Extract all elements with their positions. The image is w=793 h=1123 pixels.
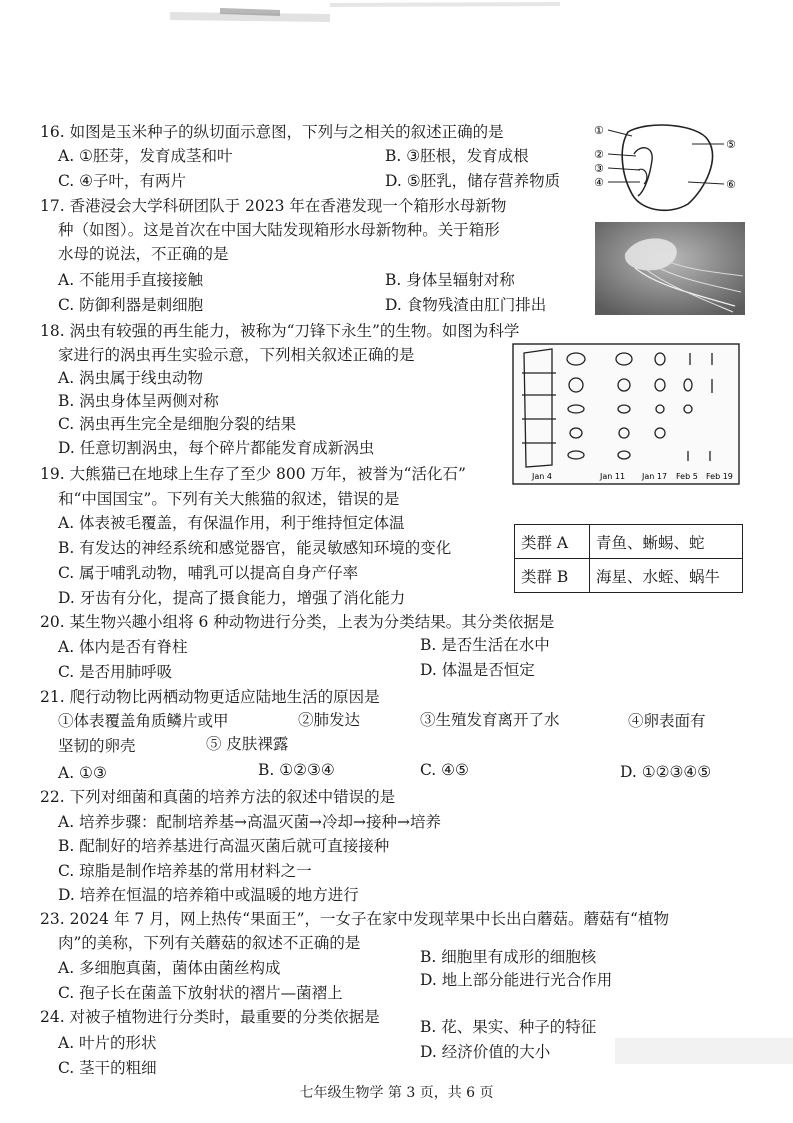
q18-stem-line1: 18. 涡虫有较强的再生能力，被称为“刀锋下永生”的生物。如图为科学 — [40, 322, 520, 340]
q17-stem-line2: 种（如图）。这是首次在中国大陆发现箱形水母新物种。关于箱形 — [58, 221, 500, 239]
scan-artifact — [615, 1038, 793, 1064]
table-cell-members: 海星、水蛭、蜗牛 — [590, 559, 743, 593]
q23-option-d: D. 地上部分能进行光合作用 — [420, 971, 613, 989]
q24-option-a: A. 叶片的形状 — [58, 1034, 157, 1052]
q22-option-c: C. 琼脂是制作培养基的常用材料之一 — [58, 862, 312, 880]
q19-option-b: B. 有发达的神经系统和感觉器官，能灵敏感知环境的变化 — [58, 539, 452, 557]
q18-option-a: A. 涡虫属于线虫动物 — [58, 369, 204, 387]
q23-stem-line2: 肉”的美称，下列有关蘑菇的叙述不正确的是 — [58, 934, 361, 952]
fig16-label-4: ④ — [594, 176, 604, 189]
q24-option-b: B. 花、果实、种子的特征 — [420, 1018, 597, 1036]
q24-stem: 24. 对被子植物进行分类时，最重要的分类依据是 — [40, 1008, 380, 1026]
q17-option-a: A. 不能用手直接接触 — [58, 271, 204, 289]
q19-stem-line2: 和“中国国宝”。下列有关大熊猫的叙述，错误的是 — [58, 490, 400, 508]
table-row — [515, 525, 743, 559]
q22-option-d: D. 培养在恒温的培养箱中或温暖的地方进行 — [58, 886, 359, 904]
q19-option-c: C. 属于哺乳动物，哺乳可以提高自身产仔率 — [58, 564, 359, 582]
table-cell-group: 类群 A — [515, 525, 590, 559]
q21-statement-4-cont: 坚韧的卵壳 — [58, 737, 136, 755]
corn-seed-figure — [588, 118, 748, 214]
q24-option-d: D. 经济价值的大小 — [420, 1043, 551, 1061]
fig18-date-1: Jan 4 — [532, 472, 552, 481]
q21-statement-4: ④卵表面有 — [628, 712, 706, 730]
fig18-date-4: Feb 5 — [676, 472, 698, 481]
q21-statement-1: ①体表覆盖角质鳞片或甲 — [58, 712, 229, 730]
q18-option-d: D. 任意切割涡虫，每个碎片都能发育成新涡虫 — [58, 439, 375, 457]
q19-option-a: A. 体表被毛覆盖，有保温作用，利于维持恒定体温 — [58, 514, 405, 532]
q23-option-b: B. 细胞里有成形的细胞核 — [420, 948, 597, 966]
q18-option-b: B. 涡虫身体呈两侧对称 — [58, 392, 219, 410]
q17-option-d: D. 食物残渣由肛门排出 — [385, 296, 547, 314]
q20-option-d: D. 体温是否恒定 — [420, 661, 535, 679]
q22-option-a: A. 培养步骤：配制培养基→高温灭菌→冷却→接种→培养 — [58, 813, 441, 831]
q21-option-c: C. ④⑤ — [420, 761, 469, 779]
q21-option-d: D. ①②③④⑤ — [620, 763, 712, 781]
q19-option-d: D. 牙齿有分化，提高了摄食能力，增强了消化能力 — [58, 589, 406, 607]
q23-stem-line1: 23. 2024 年 7 月，网上热传“果面王”，一女子在家中发现苹果中长出白蘑菇。蘑菇有“植物 — [40, 910, 669, 928]
fig18-date-3: Jan 17 — [642, 472, 668, 481]
fig18-date-2: Jan 11 — [600, 472, 626, 481]
fig16-label-1: ① — [594, 124, 604, 137]
q16-option-b: B. ③胚根，发育成根 — [385, 147, 529, 165]
q20-option-c: C. 是否用肺呼吸 — [58, 663, 173, 681]
q18-stem-line2: 家进行的涡虫再生实验示意，下列相关叙述正确的是 — [58, 346, 415, 364]
q22-stem: 22. 下列对细菌和真菌的培养方法的叙述中错误的是 — [40, 788, 396, 806]
box-jellyfish-photo — [595, 222, 745, 315]
q22-option-b: B. 配制好的培养基进行高温灭菌后就可直接接种 — [58, 837, 390, 855]
page-footer: 七年级生物学 第 3 页，共 6 页 — [299, 1085, 494, 1101]
classification-table — [514, 524, 743, 593]
q18-option-c: C. 涡虫再生完全是细胞分裂的结果 — [58, 415, 297, 433]
q21-statement-5: ⑤ 皮肤裸露 — [206, 735, 289, 753]
q17-stem-line3: 水母的说法，不正确的是 — [58, 245, 229, 263]
q24-option-c: C. 茎干的粗细 — [58, 1059, 157, 1077]
q17-option-c: C. 防御利器是刺细胞 — [58, 296, 204, 314]
q16-option-d: D. ⑤胚乳，储存营养物质 — [385, 172, 561, 190]
q20-option-b: B. 是否生活在水中 — [420, 636, 550, 654]
q20-option-a: A. 体内是否有脊柱 — [58, 638, 188, 656]
q20-stem: 20. 某生物兴趣小组将 6 种动物进行分类，上表为分类结果。其分类依据是 — [40, 613, 555, 631]
q21-statement-2: ②肺发达 — [298, 711, 361, 729]
q21-stem: 21. 爬行动物比两栖动物更适应陆地生活的原因是 — [40, 688, 380, 706]
q17-stem-line1: 17. 香港浸会大学科研团队于 2023 年在香港发现一个箱形水母新物 — [40, 197, 507, 215]
fig16-label-5: ⑤ — [726, 138, 736, 151]
q23-option-a: A. 多细胞真菌，菌体由菌丝构成 — [58, 959, 281, 977]
scan-smudge — [0, 0, 793, 110]
fig16-label-3: ③ — [594, 162, 604, 175]
q16-stem: 16. 如图是玉米种子的纵切面示意图，下列与之相关的叙述正确的是 — [40, 123, 504, 141]
fig16-label-6: ⑥ — [726, 178, 736, 191]
q23-option-c: C. 孢子长在菌盖下放射状的褶片—菌褶上 — [58, 984, 343, 1002]
q21-statement-3: ③生殖发育离开了水 — [420, 711, 560, 729]
table-cell-group: 类群 B — [515, 559, 590, 593]
q16-option-c: C. ④子叶，有两片 — [58, 172, 187, 190]
planarian-regeneration-figure — [512, 343, 740, 485]
q19-stem-line1: 19. 大熊猫已在地球上生存了至少 800 万年，被誉为“活化石” — [40, 465, 466, 483]
table-cell-members: 青鱼、蜥蜴、蛇 — [590, 525, 743, 559]
q16-option-a: A. ①胚芽，发育成茎和叶 — [58, 147, 233, 165]
q21-option-b: B. ①②③④ — [258, 761, 335, 779]
q17-option-b: B. 身体呈辐射对称 — [385, 271, 515, 289]
fig16-label-2: ② — [594, 148, 604, 161]
table-row — [515, 559, 743, 593]
fig18-date-5: Feb 19 — [706, 472, 733, 481]
q21-option-a: A. ①③ — [58, 764, 107, 782]
